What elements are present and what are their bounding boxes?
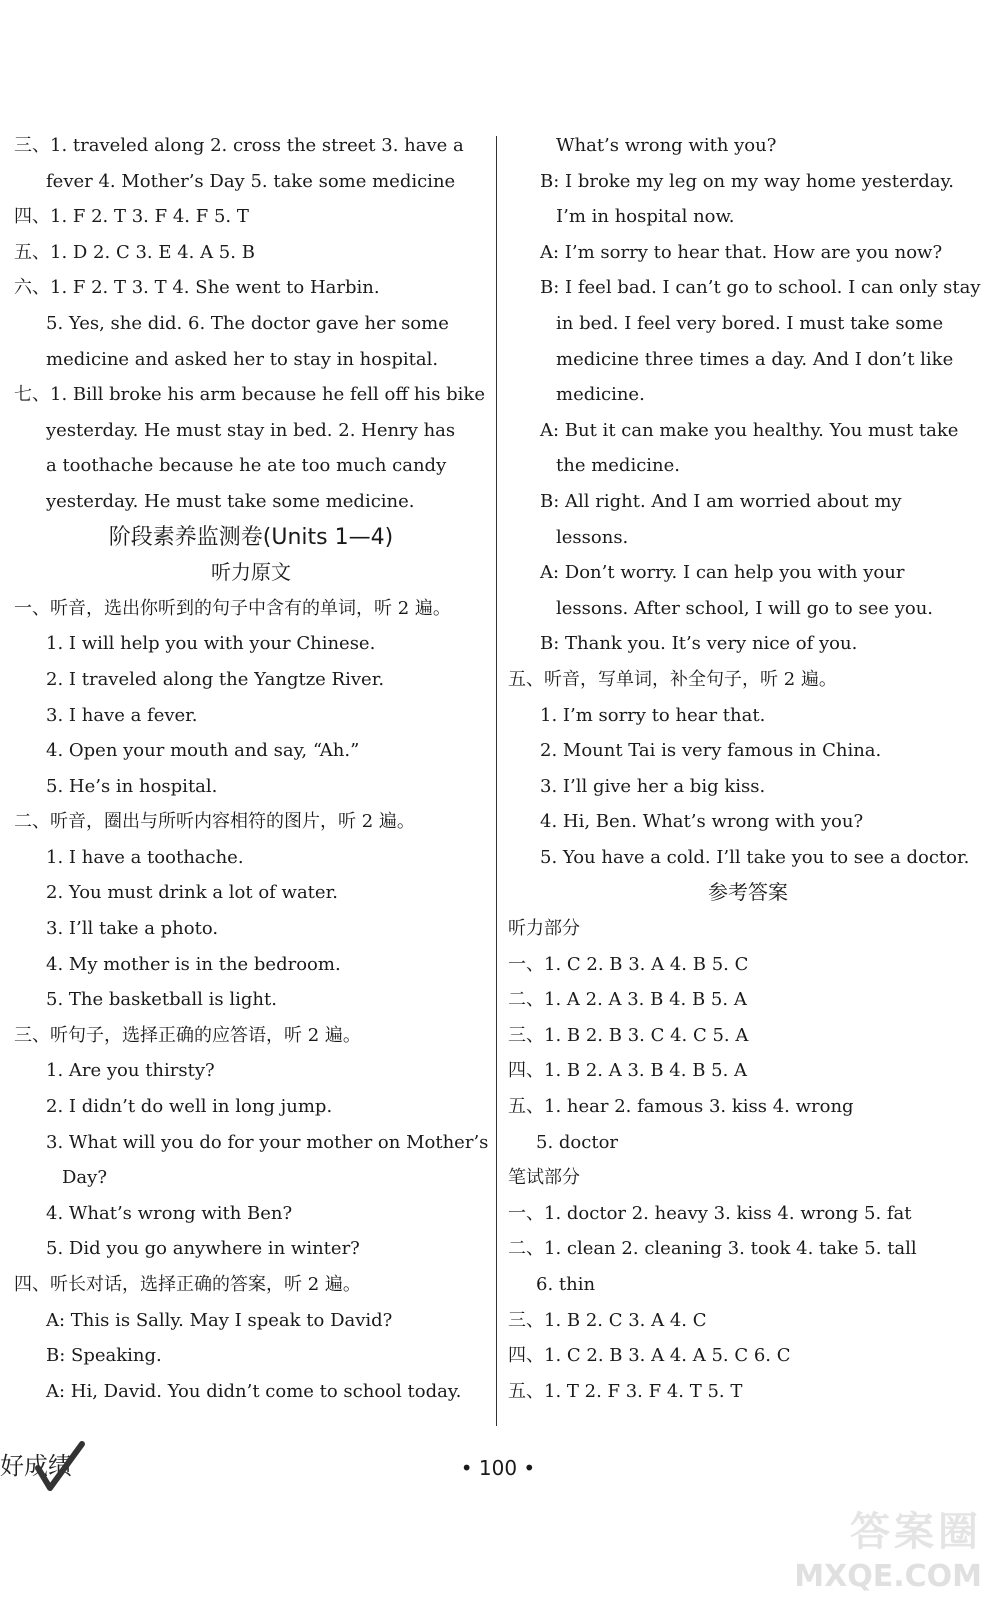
right-line: medicine three times a day. And I don’t like <box>556 348 954 370</box>
left-line: B: Speaking. <box>46 1345 162 1367</box>
left-line: 四、听长对话，选择正确的答案，听 2 遍。 <box>14 1274 361 1295</box>
right-line: 笔试部分 <box>508 1167 580 1189</box>
right-line: B: All right. And I am worried about my <box>540 490 902 512</box>
right-line: 二、1. A 2. A 3. B 4. B 5. A <box>508 989 747 1011</box>
right-line: 1. I’m sorry to hear that. <box>540 704 766 726</box>
right-line: 听力部分 <box>508 918 580 940</box>
left-line: A: Hi, David. You didn’t come to school today. <box>46 1380 462 1402</box>
right-line: the medicine. <box>556 455 681 477</box>
right-line: 四、1. C 2. B 3. A 4. A 5. C 6. C <box>508 1345 791 1367</box>
left-line: yesterday. He must take some medicine. <box>46 490 415 512</box>
right-line: 五、1. hear 2. famous 3. kiss 4. wrong <box>508 1096 854 1118</box>
left-line: 4. What’s wrong with Ben? <box>46 1202 293 1224</box>
left-line: 阶段素养监测卷(Units 1—4) <box>108 524 394 550</box>
left-line: yesterday. He must stay in bed. 2. Henry has <box>46 419 456 441</box>
watermark <box>752 1500 982 1594</box>
right-line: A: Don’t worry. I can help you with your <box>540 562 905 584</box>
left-line: medicine and asked her to stay in hospital. <box>46 348 439 370</box>
right-line: 5. You have a cold. I’ll take you to see a doctor. <box>540 846 970 868</box>
left-line: 1. I have a toothache. <box>46 846 244 868</box>
left-line: 四、1. F 2. T 3. F 4. F 5. T <box>14 206 249 228</box>
left-column <box>14 128 488 1409</box>
left-line: 三、听句子，选择正确的应答语，听 2 遍。 <box>14 1024 361 1046</box>
right-line: 5. doctor <box>536 1131 619 1153</box>
left-line: 2. I didn’t do well in long jump. <box>46 1096 333 1118</box>
right-line: A: But it can make you healthy. You must take <box>540 419 959 441</box>
right-line: lessons. <box>556 526 629 548</box>
right-line: 6. thin <box>536 1274 596 1295</box>
left-line: 1. Are you thirsty? <box>46 1060 215 1082</box>
page-number: • 100 • <box>460 1456 536 1480</box>
left-line: 1. I will help you with your Chinese. <box>46 633 376 655</box>
right-line: 四、1. B 2. A 3. B 4. B 5. A <box>508 1060 748 1082</box>
right-line: 4. Hi, Ben. What’s wrong with you? <box>540 811 864 833</box>
right-line: 五、听音，写单词，补全句子，听 2 遍。 <box>508 668 837 690</box>
left-line: A: This is Sally. May I speak to David? <box>46 1309 393 1331</box>
left-line: Day? <box>62 1167 107 1189</box>
left-line: 三、1. traveled along 2. cross the street 3. have a <box>14 135 464 156</box>
left-line: fever 4. Mother’s Day 5. take some medicine <box>46 170 456 192</box>
left-line: 4. Open your mouth and say, “Ah.” <box>46 740 360 762</box>
left-line: 5. The basketball is light. <box>46 989 277 1011</box>
right-line: B: I feel bad. I can’t go to school. I can only stay <box>540 277 981 299</box>
brand-text: 好成绩 <box>0 1452 72 1480</box>
left-line: 二、听音，圈出与所听内容相符的图片，听 2 遍。 <box>14 811 415 833</box>
column-divider <box>496 136 497 1426</box>
left-line: 3. What will you do for your mother on Mother’s <box>46 1131 488 1153</box>
left-line: 4. My mother is in the bedroom. <box>46 953 341 975</box>
left-line: 六、1. F 2. T 3. T 4. She went to Harbin. <box>14 277 380 299</box>
right-line: B: Thank you. It’s very nice of you. <box>540 633 858 655</box>
right-line: 二、1. clean 2. cleaning 3. took 4. take 5. tall <box>508 1238 917 1260</box>
right-line: in bed. I feel very bored. I must take some <box>556 312 944 334</box>
right-line: 3. I’ll give her a big kiss. <box>540 775 766 797</box>
left-line: 2. You must drink a lot of water. <box>46 882 338 904</box>
right-line: A: I’m sorry to hear that. How are you now? <box>540 241 943 263</box>
right-line: B: I broke my leg on my way home yesterday. <box>540 170 955 192</box>
right-line: 2. Mount Tai is very famous in China. <box>540 740 882 762</box>
left-line: 3. I have a fever. <box>46 704 198 726</box>
left-line: 5. He’s in hospital. <box>46 775 218 797</box>
left-line: 七、1. Bill broke his arm because he fell off his bike <box>14 384 485 406</box>
brand-logo <box>0 1438 90 1494</box>
right-line: 三、1. B 2. B 3. C 4. C 5. A <box>508 1024 749 1046</box>
right-line: 一、1. doctor 2. heavy 3. kiss 4. wrong 5. fat <box>508 1202 912 1224</box>
left-line: 2. I traveled along the Yangtze River. <box>46 668 385 690</box>
right-line: 五、1. T 2. F 3. F 4. T 5. T <box>508 1380 743 1402</box>
right-line: What’s wrong with you? <box>556 135 777 156</box>
right-line: lessons. After school, I will go to see you. <box>556 597 934 619</box>
right-line: I’m in hospital now. <box>556 206 735 228</box>
right-line: medicine. <box>556 384 645 406</box>
checkmark-icon <box>0 1438 90 1494</box>
watermark-bottom: MXQE.COM <box>794 1559 982 1594</box>
right-line: 一、1. C 2. B 3. A 4. B 5. C <box>508 953 749 975</box>
right-line: 参考答案 <box>708 880 788 905</box>
right-column <box>508 128 988 1409</box>
left-line: 五、1. D 2. C 3. E 4. A 5. B <box>14 241 255 263</box>
left-line: 5. Did you go anywhere in winter? <box>46 1238 360 1260</box>
right-line: 三、1. B 2. C 3. A 4. C <box>508 1309 707 1331</box>
left-line: 听力原文 <box>211 560 291 585</box>
watermark-top: 答案圈 <box>850 1509 982 1555</box>
left-line: 3. I’ll take a photo. <box>46 918 219 940</box>
left-line: 一、听音，选出你听到的句子中含有的单词，听 2 遍。 <box>14 597 451 619</box>
left-line: 5. Yes, she did. 6. The doctor gave her some <box>46 312 449 334</box>
left-line: a toothache because he ate too much candy <box>46 455 447 477</box>
